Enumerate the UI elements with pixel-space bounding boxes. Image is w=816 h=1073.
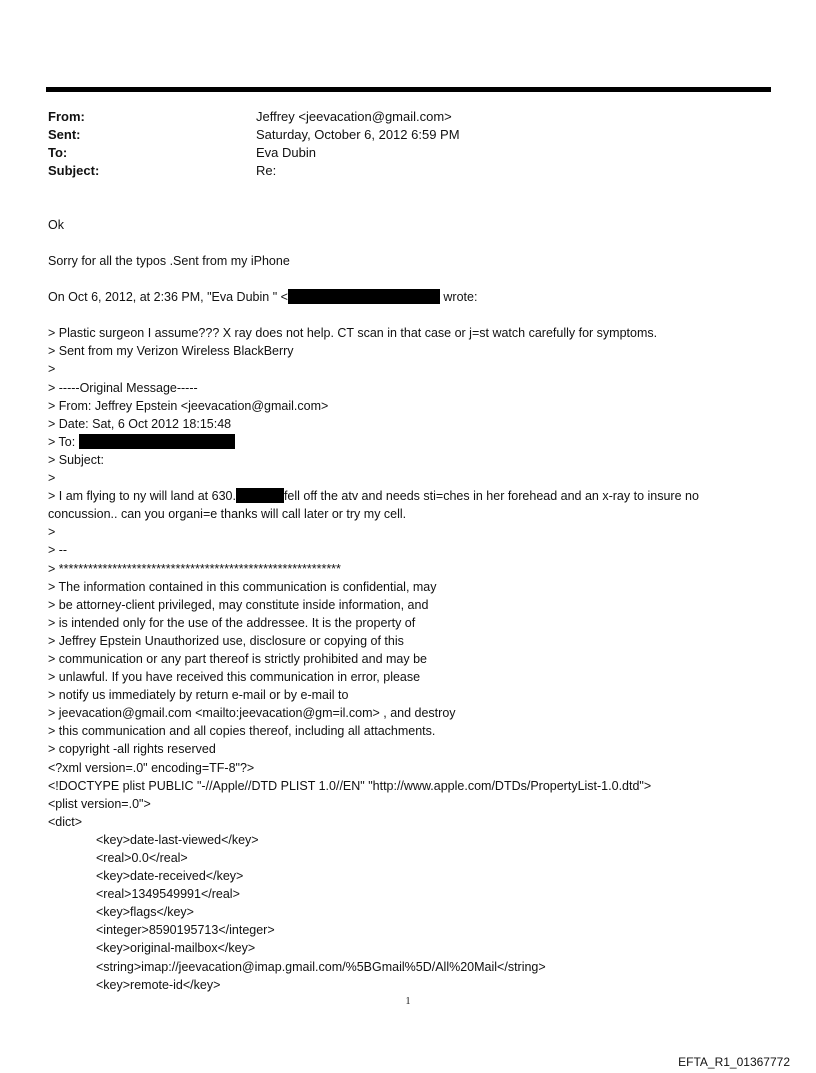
xml-line: <dict> bbox=[48, 814, 83, 829]
xml-indented-line: <key>remote-id</key> bbox=[96, 977, 221, 992]
sent-row bbox=[48, 126, 460, 144]
to-value: Eva Dubin bbox=[256, 145, 316, 160]
from-value: Jeffrey <jeevacation@gmail.com> bbox=[256, 109, 452, 124]
email-header bbox=[48, 108, 460, 180]
email-body bbox=[48, 216, 771, 994]
xml-line: <?xml version=.0" encoding=TF-8"?> bbox=[48, 760, 255, 775]
xml-indented-line: <string>imap://jeevacation@imap.gmail.com/%5BGmail%5D/All%20Mail</string> bbox=[96, 959, 546, 974]
xml-indented-line: <key>date-last-viewed</key> bbox=[96, 832, 259, 847]
xml-indented-line: <integer>8590195713</integer> bbox=[96, 923, 275, 938]
quote-line: > From: Jeffrey Epstein <jeevacation@gmail.com> bbox=[48, 398, 329, 413]
xml-indented-line: <key>original-mailbox</key> bbox=[96, 941, 256, 956]
sent-label: Sent: bbox=[48, 127, 81, 142]
wrote-line bbox=[48, 288, 771, 306]
redaction-box bbox=[236, 488, 284, 503]
subject-value: Re: bbox=[256, 163, 277, 178]
subject-row bbox=[48, 162, 460, 180]
from-label: From: bbox=[48, 109, 85, 124]
disclaimer-line: > Jeffrey Epstein Unauthorized use, disclosure or copying of this bbox=[48, 633, 404, 648]
quote-line: > bbox=[48, 471, 56, 486]
xml-line: <!DOCTYPE plist PUBLIC "-//Apple//DTD PLIST 1.0//EN" "http://www.apple.com/DTDs/PropertyList-1.0.dtd"> bbox=[48, 778, 652, 793]
xml-line: <plist version=.0"> bbox=[48, 796, 151, 811]
disclaimer-line: > is intended only for the use of the addressee. It is the property of bbox=[48, 615, 416, 630]
stars-line: > ********************************************************** bbox=[48, 561, 341, 576]
xml-indented-line: <key>flags</key> bbox=[96, 905, 194, 920]
to-row bbox=[48, 144, 460, 162]
disclaimer-line: > be attorney-client privileged, may constitute inside information, and bbox=[48, 597, 429, 612]
quote-to-line bbox=[48, 433, 771, 451]
xml-indented-line: <real>1349549991</real> bbox=[96, 887, 240, 902]
redaction-box bbox=[79, 434, 235, 449]
bates-number: EFTA_R1_01367772 bbox=[678, 1055, 790, 1069]
sent-value: Saturday, October 6, 2012 6:59 PM bbox=[256, 127, 460, 142]
flying-prefix: > I am flying to ny will land at 630. bbox=[48, 489, 236, 504]
quote-line: > Date: Sat, 6 Oct 2012 18:15:48 bbox=[48, 416, 232, 431]
flying-cont: concussion.. can you organi=e thanks will call later or try my cell. bbox=[48, 507, 407, 522]
quote-line: > -----Original Message----- bbox=[48, 380, 198, 395]
header-rule bbox=[46, 87, 771, 92]
disclaimer-line: > unlawful. If you have received this communication in error, please bbox=[48, 670, 421, 685]
to-label: To: bbox=[48, 145, 68, 160]
redaction-box bbox=[288, 289, 440, 304]
disclaimer-line: > communication or any part thereof is strictly prohibited and may be bbox=[48, 651, 428, 666]
disclaimer-line: > The information contained in this communication is confidential, may bbox=[48, 579, 437, 594]
quote-line: > bbox=[48, 525, 56, 540]
wrote-suffix: wrote: bbox=[439, 290, 478, 305]
flying-suffix: fell off the atv and needs sti=ches in her forehead and an x-ray to insure no bbox=[283, 489, 699, 504]
wrote-prefix: On Oct 6, 2012, at 2:36 PM, "Eva Dubin " < bbox=[48, 290, 288, 305]
disclaimer-line: > notify us immediately by return e-mail or by e-mail to bbox=[48, 688, 349, 703]
quote-line: > bbox=[48, 362, 56, 377]
xml-indented-line: <real>0.0</real> bbox=[96, 851, 188, 865]
quote-line: > -- bbox=[48, 543, 68, 558]
reply-text: Ok bbox=[48, 218, 64, 232]
page-number: 1 bbox=[405, 996, 411, 1007]
flying-line bbox=[48, 487, 771, 505]
xml-indented-line: <key>date-received</key> bbox=[96, 869, 244, 884]
disclaimer-line: > jeevacation@gmail.com <mailto:jeevacation@gm=il.com> , and destroy bbox=[48, 706, 456, 721]
subject-label: Subject: bbox=[48, 163, 100, 178]
signature-text: Sorry for all the typos .Sent from my iPhone bbox=[48, 254, 290, 269]
quote-line: > Sent from my Verizon Wireless BlackBerry bbox=[48, 344, 294, 359]
disclaimer-line: > copyright -all rights reserved bbox=[48, 742, 216, 757]
from-row bbox=[48, 108, 460, 126]
quote-subject-line: > Subject: bbox=[48, 452, 104, 467]
quote-to-prefix: > To: bbox=[48, 434, 79, 449]
disclaimer-line: > this communication and all copies thereof, including all attachments. bbox=[48, 724, 436, 739]
quote-line: > Plastic surgeon I assume??? X ray does not help. CT scan in that case or j=st watch carefully for symptoms. bbox=[48, 326, 658, 341]
